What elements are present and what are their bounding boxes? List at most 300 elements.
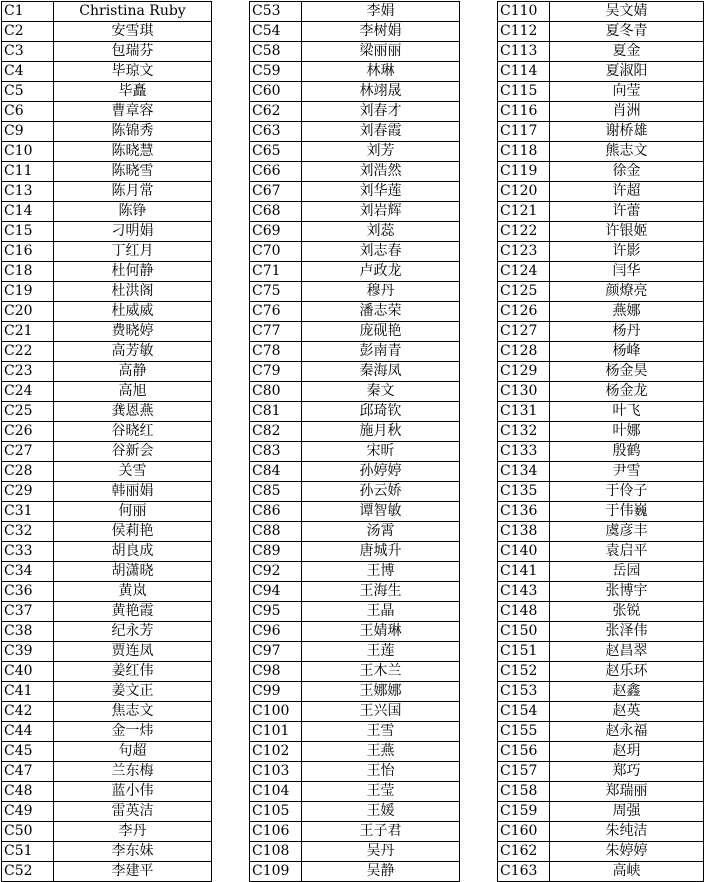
row-code: C126	[498, 302, 550, 322]
table-row	[2, 62, 212, 82]
row-code: C5	[2, 82, 54, 102]
row-code: C106	[250, 822, 302, 842]
row-name: 何丽	[54, 502, 212, 522]
row-name: 林翊晟	[302, 82, 460, 102]
table-row	[498, 602, 704, 622]
row-name: 杜威威	[54, 302, 212, 322]
row-name: 兰东梅	[54, 762, 212, 782]
table-row	[498, 62, 704, 82]
row-name: 句超	[54, 742, 212, 762]
table-row	[2, 102, 212, 122]
row-name: 潘志荣	[302, 302, 460, 322]
row-code: C128	[498, 342, 550, 362]
table-row	[498, 502, 704, 522]
row-code: C49	[2, 802, 54, 822]
row-code: C157	[498, 762, 550, 782]
row-name: 赵鑫	[550, 682, 704, 702]
table-row	[250, 382, 460, 402]
table-row	[498, 22, 704, 42]
table-row	[2, 542, 212, 562]
row-code: C65	[250, 142, 302, 162]
table-row	[498, 742, 704, 762]
row-name: 许影	[550, 242, 704, 262]
row-code: C134	[498, 462, 550, 482]
row-code: C109	[250, 862, 302, 882]
table-row	[2, 522, 212, 542]
row-code: C141	[498, 562, 550, 582]
table-row	[498, 522, 704, 542]
row-code: C19	[2, 282, 54, 302]
row-code: C154	[498, 702, 550, 722]
row-name: 孙云娇	[302, 482, 460, 502]
row-name: 刘华莲	[302, 182, 460, 202]
row-name: 杨丹	[550, 322, 704, 342]
table-row	[2, 2, 212, 22]
table-row	[2, 482, 212, 502]
row-code: C18	[2, 262, 54, 282]
row-code: C29	[2, 482, 54, 502]
row-name: 王雪	[302, 722, 460, 742]
row-name: 谷晓红	[54, 422, 212, 442]
row-name: 袁启平	[550, 542, 704, 562]
table-row	[2, 402, 212, 422]
roster-body-1	[2, 2, 212, 882]
row-name: 孙婷婷	[302, 462, 460, 482]
row-code: C94	[250, 582, 302, 602]
row-name: 郑瑞丽	[550, 782, 704, 802]
row-name: 姜红伟	[54, 662, 212, 682]
row-code: C108	[250, 842, 302, 862]
table-row	[2, 762, 212, 782]
row-name: 张博宇	[550, 582, 704, 602]
row-name: 向莹	[550, 82, 704, 102]
row-code: C67	[250, 182, 302, 202]
row-name: 周强	[550, 802, 704, 822]
table-row	[498, 702, 704, 722]
table-row	[250, 782, 460, 802]
row-code: C1	[2, 2, 54, 22]
table-row	[2, 562, 212, 582]
row-name: 韩丽娟	[54, 482, 212, 502]
row-code: C70	[250, 242, 302, 262]
row-code: C40	[2, 662, 54, 682]
row-code: C143	[498, 582, 550, 602]
row-name: 刘浩然	[302, 162, 460, 182]
row-name: 雷英洁	[54, 802, 212, 822]
row-code: C36	[2, 582, 54, 602]
table-row	[498, 322, 704, 342]
row-code: C158	[498, 782, 550, 802]
row-code: C80	[250, 382, 302, 402]
table-row	[250, 762, 460, 782]
table-row	[2, 362, 212, 382]
row-name: 费晓婷	[54, 322, 212, 342]
roster-body-3	[498, 2, 704, 882]
row-code: C123	[498, 242, 550, 262]
table-row	[250, 302, 460, 322]
row-name: 宋昕	[302, 442, 460, 462]
row-code: C34	[2, 562, 54, 582]
row-code: C135	[498, 482, 550, 502]
row-name: 曹章容	[54, 102, 212, 122]
row-name: 蓝小伟	[54, 782, 212, 802]
table-row	[2, 622, 212, 642]
row-name: 刘志春	[302, 242, 460, 262]
row-code: C85	[250, 482, 302, 502]
table-row	[2, 662, 212, 682]
row-code: C23	[2, 362, 54, 382]
table-row	[498, 682, 704, 702]
roster-body-2	[250, 2, 460, 882]
table-row	[498, 182, 704, 202]
row-code: C38	[2, 622, 54, 642]
table-row	[2, 82, 212, 102]
row-name: 刘蕊	[302, 222, 460, 242]
row-name: 毕琼文	[54, 62, 212, 82]
row-code: C140	[498, 542, 550, 562]
table-row	[250, 102, 460, 122]
row-name: 岳园	[550, 562, 704, 582]
row-code: C44	[2, 722, 54, 742]
table-row	[498, 402, 704, 422]
table-row	[498, 202, 704, 222]
row-code: C131	[498, 402, 550, 422]
row-code: C112	[498, 22, 550, 42]
row-code: C162	[498, 842, 550, 862]
row-name: 于伶子	[550, 482, 704, 502]
row-name: 朱婷婷	[550, 842, 704, 862]
row-code: C54	[250, 22, 302, 42]
table-row	[250, 662, 460, 682]
row-code: C41	[2, 682, 54, 702]
row-code: C71	[250, 262, 302, 282]
table-row	[2, 782, 212, 802]
row-code: C75	[250, 282, 302, 302]
table-row	[498, 222, 704, 242]
row-code: C115	[498, 82, 550, 102]
table-row	[250, 162, 460, 182]
row-name: 穆丹	[302, 282, 460, 302]
row-name: 叶飞	[550, 402, 704, 422]
row-name: 夏冬青	[550, 22, 704, 42]
table-row	[2, 302, 212, 322]
row-code: C151	[498, 642, 550, 662]
roster-table-3	[497, 1, 704, 882]
row-code: C117	[498, 122, 550, 142]
row-name: 林琳	[302, 62, 460, 82]
row-name: 杨峰	[550, 342, 704, 362]
table-row	[250, 582, 460, 602]
row-name: 王海生	[302, 582, 460, 602]
row-name: 秦海凤	[302, 362, 460, 382]
row-code: C160	[498, 822, 550, 842]
row-name: 尹雪	[550, 462, 704, 482]
table-row	[250, 622, 460, 642]
row-code: C37	[2, 602, 54, 622]
table-row	[498, 862, 704, 882]
row-name: 赵乐环	[550, 662, 704, 682]
row-name: 叶娜	[550, 422, 704, 442]
row-code: C148	[498, 602, 550, 622]
table-row	[250, 482, 460, 502]
row-name: 王怡	[302, 762, 460, 782]
table-row	[498, 2, 704, 22]
row-name: 谷新会	[54, 442, 212, 462]
row-name: 卢政龙	[302, 262, 460, 282]
row-name: 高旭	[54, 382, 212, 402]
table-row	[498, 562, 704, 582]
row-name: 李丹	[54, 822, 212, 842]
table-row	[250, 362, 460, 382]
table-row	[498, 822, 704, 842]
table-row	[498, 82, 704, 102]
table-row	[2, 42, 212, 62]
table-row	[498, 482, 704, 502]
row-name: 李东妹	[54, 842, 212, 862]
row-name: 杨金龙	[550, 382, 704, 402]
row-name: 梁丽丽	[302, 42, 460, 62]
row-code: C99	[250, 682, 302, 702]
row-name: 赵英	[550, 702, 704, 722]
roster-table-1	[1, 1, 212, 882]
row-code: C132	[498, 422, 550, 442]
row-code: C77	[250, 322, 302, 342]
roster-table-2	[249, 1, 460, 882]
row-code: C76	[250, 302, 302, 322]
row-name: 刘岩辉	[302, 202, 460, 222]
row-name: 吴丹	[302, 842, 460, 862]
row-name: 黄艳霞	[54, 602, 212, 622]
row-code: C45	[2, 742, 54, 762]
row-code: C25	[2, 402, 54, 422]
row-code: C59	[250, 62, 302, 82]
table-row	[250, 842, 460, 862]
table-row	[498, 362, 704, 382]
row-name: 赵昌翠	[550, 642, 704, 662]
row-code: C153	[498, 682, 550, 702]
row-code: C97	[250, 642, 302, 662]
table-row	[498, 782, 704, 802]
row-name: 金一炜	[54, 722, 212, 742]
row-code: C20	[2, 302, 54, 322]
row-name: 安雪琪	[54, 22, 212, 42]
row-code: C133	[498, 442, 550, 462]
table-row	[2, 142, 212, 162]
table-row	[250, 642, 460, 662]
row-name: 陈月常	[54, 182, 212, 202]
table-row	[498, 302, 704, 322]
row-code: C62	[250, 102, 302, 122]
row-name: 王兴国	[302, 702, 460, 722]
table-row	[250, 62, 460, 82]
table-row	[250, 182, 460, 202]
row-name: 邱琦钦	[302, 402, 460, 422]
row-name: 高峡	[550, 862, 704, 882]
row-name: 郑巧	[550, 762, 704, 782]
row-name: Christina Ruby	[54, 2, 212, 22]
row-name: 汤霄	[302, 522, 460, 542]
row-name: 张锐	[550, 602, 704, 622]
table-row	[250, 202, 460, 222]
row-code: C27	[2, 442, 54, 462]
row-name: 熊志文	[550, 142, 704, 162]
row-code: C11	[2, 162, 54, 182]
row-name: 许超	[550, 182, 704, 202]
row-code: C100	[250, 702, 302, 722]
row-name: 彭南青	[302, 342, 460, 362]
row-code: C24	[2, 382, 54, 402]
table-row	[250, 862, 460, 882]
table-row	[498, 242, 704, 262]
row-code: C95	[250, 602, 302, 622]
table-row	[250, 502, 460, 522]
row-code: C51	[2, 842, 54, 862]
row-code: C22	[2, 342, 54, 362]
row-name: 王娜娜	[302, 682, 460, 702]
table-row	[2, 282, 212, 302]
table-row	[2, 682, 212, 702]
table-row	[250, 262, 460, 282]
row-code: C92	[250, 562, 302, 582]
row-name: 谭智敏	[302, 502, 460, 522]
table-row	[250, 342, 460, 362]
row-name: 夏金	[550, 42, 704, 62]
table-row	[2, 202, 212, 222]
row-code: C79	[250, 362, 302, 382]
row-name: 王晶	[302, 602, 460, 622]
row-name: 陈锦秀	[54, 122, 212, 142]
row-code: C119	[498, 162, 550, 182]
row-code: C6	[2, 102, 54, 122]
table-row	[498, 722, 704, 742]
row-name: 王婧琳	[302, 622, 460, 642]
row-code: C15	[2, 222, 54, 242]
row-name: 庞砚艳	[302, 322, 460, 342]
row-name: 王子君	[302, 822, 460, 842]
row-name: 胡良成	[54, 542, 212, 562]
table-row	[2, 802, 212, 822]
row-code: C101	[250, 722, 302, 742]
row-code: C130	[498, 382, 550, 402]
row-code: C114	[498, 62, 550, 82]
row-code: C83	[250, 442, 302, 462]
row-name: 王燕	[302, 742, 460, 762]
table-row	[2, 262, 212, 282]
row-name: 王媛	[302, 802, 460, 822]
row-code: C78	[250, 342, 302, 362]
row-name: 王博	[302, 562, 460, 582]
row-name: 陈晓雪	[54, 162, 212, 182]
table-row	[250, 702, 460, 722]
row-name: 刁明娟	[54, 222, 212, 242]
row-code: C81	[250, 402, 302, 422]
table-row	[250, 542, 460, 562]
table-row	[2, 462, 212, 482]
row-code: C52	[2, 862, 54, 882]
table-row	[498, 642, 704, 662]
table-row	[498, 422, 704, 442]
row-code: C156	[498, 742, 550, 762]
row-code: C102	[250, 742, 302, 762]
row-name: 赵永福	[550, 722, 704, 742]
table-row	[250, 822, 460, 842]
table-row	[250, 142, 460, 162]
row-code: C122	[498, 222, 550, 242]
row-code: C152	[498, 662, 550, 682]
row-code: C13	[2, 182, 54, 202]
row-code: C105	[250, 802, 302, 822]
table-row	[2, 502, 212, 522]
table-row	[2, 222, 212, 242]
row-name: 李树娟	[302, 22, 460, 42]
table-row	[250, 802, 460, 822]
table-row	[2, 702, 212, 722]
table-row	[2, 862, 212, 882]
row-name: 刘春霞	[302, 122, 460, 142]
table-row	[2, 322, 212, 342]
row-name: 王莹	[302, 782, 460, 802]
row-name: 侯莉艳	[54, 522, 212, 542]
table-row	[2, 722, 212, 742]
row-code: C4	[2, 62, 54, 82]
row-name: 于伟巍	[550, 502, 704, 522]
row-name: 姜文正	[54, 682, 212, 702]
row-code: C159	[498, 802, 550, 822]
row-name: 纪永芳	[54, 622, 212, 642]
table-row	[498, 842, 704, 862]
row-name: 刘芳	[302, 142, 460, 162]
row-code: C48	[2, 782, 54, 802]
table-row	[2, 162, 212, 182]
table-row	[250, 222, 460, 242]
row-code: C53	[250, 2, 302, 22]
table-row	[2, 422, 212, 442]
table-row	[498, 442, 704, 462]
row-code: C110	[498, 2, 550, 22]
row-name: 王莲	[302, 642, 460, 662]
row-name: 许蕾	[550, 202, 704, 222]
row-code: C125	[498, 282, 550, 302]
row-name: 燕娜	[550, 302, 704, 322]
row-name: 陈铮	[54, 202, 212, 222]
table-row	[498, 282, 704, 302]
row-name: 肖洲	[550, 102, 704, 122]
row-name: 吴静	[302, 862, 460, 882]
table-row	[498, 622, 704, 642]
table-row	[2, 382, 212, 402]
table-row	[498, 122, 704, 142]
table-row	[498, 762, 704, 782]
row-code: C124	[498, 262, 550, 282]
table-row	[250, 2, 460, 22]
table-row	[250, 282, 460, 302]
row-code: C9	[2, 122, 54, 142]
row-name: 李娟	[302, 2, 460, 22]
row-name: 夏淑阳	[550, 62, 704, 82]
table-row	[250, 722, 460, 742]
table-row	[498, 102, 704, 122]
row-code: C3	[2, 42, 54, 62]
table-row	[250, 602, 460, 622]
row-code: C60	[250, 82, 302, 102]
row-code: C66	[250, 162, 302, 182]
row-code: C10	[2, 142, 54, 162]
row-code: C155	[498, 722, 550, 742]
row-name: 张泽伟	[550, 622, 704, 642]
row-name: 施月秋	[302, 422, 460, 442]
table-row	[498, 42, 704, 62]
row-code: C104	[250, 782, 302, 802]
